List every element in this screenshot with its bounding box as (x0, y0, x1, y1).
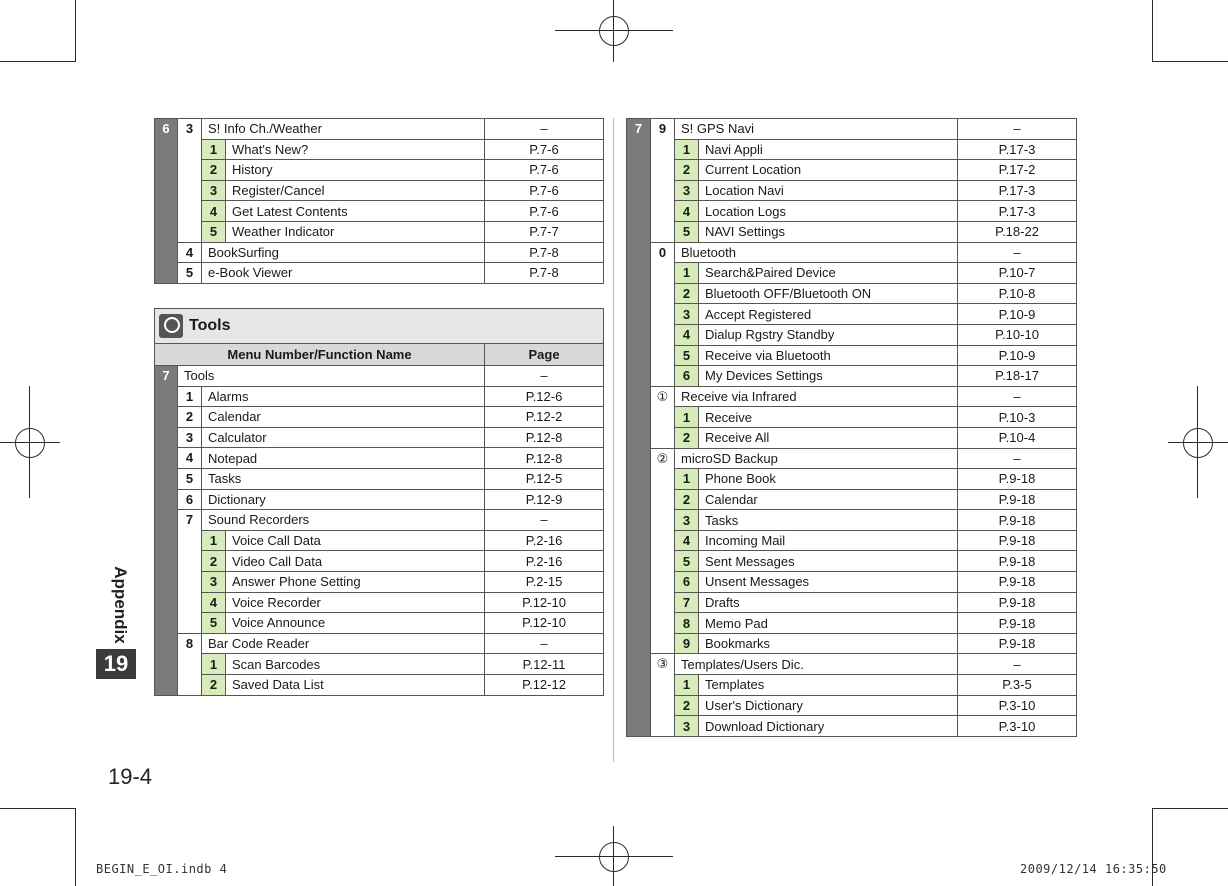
menu-item-name: Calendar (202, 407, 485, 428)
menu-subrow (155, 674, 604, 695)
menu-subrow (155, 551, 604, 572)
menu-level3-number: 4 (675, 530, 699, 551)
menu-subrow (155, 201, 604, 222)
menu-item-page: P.12-8 (485, 427, 604, 448)
menu-subitem-name: Templates (699, 675, 958, 696)
menu-subitem-name: Voice Announce (226, 613, 485, 634)
menu-subitem-name: Weather Indicator (226, 221, 485, 242)
menu-level3-number: 2 (675, 489, 699, 510)
menu-row (155, 263, 604, 284)
section-number-badge: 19 (96, 649, 136, 679)
menu-subitem-page: P.17-3 (958, 201, 1077, 222)
menu-subrow (627, 592, 1077, 613)
menu-level3-number: 1 (675, 139, 699, 160)
menu-level3-number: 1 (202, 139, 226, 160)
menu-subrow (627, 324, 1077, 345)
menu-subitem-name: Bluetooth OFF/Bluetooth ON (699, 283, 958, 304)
menu-subrow (627, 613, 1077, 634)
menu-subrow (627, 366, 1077, 387)
menu-level2-number: 4 (178, 448, 202, 469)
menu-subitem-page: P.9-18 (958, 572, 1077, 593)
menu-item-name: e-Book Viewer (202, 263, 485, 284)
menu-subitem-page: P.3-5 (958, 675, 1077, 696)
menu-item-page: – (485, 510, 604, 531)
menu-subitem-name: Register/Cancel (226, 180, 485, 201)
menu-subitem-page: P.2-16 (485, 551, 604, 572)
menu-subrow (627, 633, 1077, 654)
menu-level3-number: 3 (675, 304, 699, 325)
menu-level2-number: 3 (178, 427, 202, 448)
menu-subrow (627, 489, 1077, 510)
menu-row (155, 386, 604, 407)
menu-subrow (155, 654, 604, 675)
menu-level2-number: 9 (651, 119, 675, 243)
menu-subitem-page: P.3-10 (958, 695, 1077, 716)
menu-item-name: Templates/Users Dic. (675, 654, 958, 675)
menu-subitem-name: Voice Call Data (226, 530, 485, 551)
menu-row (627, 654, 1077, 675)
menu-subrow (155, 613, 604, 634)
menu-subitem-page: P.9-18 (958, 633, 1077, 654)
menu-subitem-page: P.7-6 (485, 180, 604, 201)
menu-subitem-page: P.12-10 (485, 613, 604, 634)
menu-row (155, 448, 604, 469)
menu-subrow (155, 180, 604, 201)
menu-item-page: P.12-2 (485, 407, 604, 428)
menu-level3-number: 3 (675, 510, 699, 531)
menu-subitem-page: P.10-7 (958, 263, 1077, 284)
menu-row (155, 633, 604, 654)
footer-file-info: BEGIN_E_OI.indb 4 (96, 862, 228, 876)
connectivity-menu-table (626, 118, 1077, 737)
menu-level1-number: 6 (155, 119, 178, 284)
menu-subrow (627, 139, 1077, 160)
menu-level3-number: 1 (675, 263, 699, 284)
menu-row (155, 407, 604, 428)
menu-item-page: P.12-6 (485, 386, 604, 407)
menu-row (155, 468, 604, 489)
menu-subrow (627, 263, 1077, 284)
menu-subitem-name: User's Dictionary (699, 695, 958, 716)
menu-subitem-page: P.18-22 (958, 221, 1077, 242)
menu-item-name: Tasks (202, 468, 485, 489)
menu-level2-number: 2 (178, 407, 202, 428)
menu-level3-number: 1 (202, 530, 226, 551)
menu-subrow (627, 695, 1077, 716)
menu-level2-number: 8 (178, 633, 202, 695)
menu-subitem-name: Receive via Bluetooth (699, 345, 958, 366)
menu-level2-number: 7 (178, 510, 202, 634)
menu-level3-number: 5 (675, 345, 699, 366)
menu-subrow (627, 304, 1077, 325)
menu-level2-number: 5 (178, 263, 202, 284)
menu-subitem-name: Scan Barcodes (226, 654, 485, 675)
menu-level2-number: 1 (178, 386, 202, 407)
menu-subrow (627, 221, 1077, 242)
menu-subitem-page: P.7-6 (485, 139, 604, 160)
menu-level3-number: 1 (675, 407, 699, 428)
menu-item-page: P.12-5 (485, 468, 604, 489)
menu-subitem-name: Receive All (699, 427, 958, 448)
menu-subrow (627, 427, 1077, 448)
menu-level3-number: 9 (675, 633, 699, 654)
menu-level3-number: 2 (202, 551, 226, 572)
menu-subitem-page: P.9-18 (958, 489, 1077, 510)
menu-subitem-page: P.2-15 (485, 571, 604, 592)
menu-level3-number: 5 (675, 551, 699, 572)
menu-level3-number: 4 (202, 201, 226, 222)
menu-subitem-page: P.12-12 (485, 674, 604, 695)
menu-level3-number: 3 (675, 180, 699, 201)
menu-row (155, 366, 604, 387)
menu-row (155, 489, 604, 510)
menu-subitem-name: What's New? (226, 139, 485, 160)
menu-row (155, 510, 604, 531)
menu-level3-number: 2 (675, 427, 699, 448)
menu-level2-number: 4 (178, 242, 202, 263)
menu-level3-number: 2 (202, 674, 226, 695)
menu-item-name: Bluetooth (675, 242, 958, 263)
menu-item-page: – (958, 386, 1077, 407)
menu-subrow (627, 180, 1077, 201)
menu-item-page: – (958, 448, 1077, 469)
menu-subrow (155, 221, 604, 242)
tools-header-row (155, 344, 604, 366)
menu-subitem-name: Sent Messages (699, 551, 958, 572)
menu-subrow (627, 407, 1077, 428)
menu-subitem-name: Saved Data List (226, 674, 485, 695)
menu-subitem-page: P.10-3 (958, 407, 1077, 428)
menu-subitem-page: P.12-11 (485, 654, 604, 675)
menu-subrow (627, 530, 1077, 551)
menu-item-page: – (958, 119, 1077, 140)
menu-subitem-name: History (226, 160, 485, 181)
menu-level3-number: 5 (675, 221, 699, 242)
menu-item-name: Calculator (202, 427, 485, 448)
menu-subitem-name: Drafts (699, 592, 958, 613)
menu-level3-number: 3 (202, 571, 226, 592)
menu-subitem-page: P.9-18 (958, 551, 1077, 572)
menu-level3-number: 8 (675, 613, 699, 634)
menu-subitem-name: Phone Book (699, 469, 958, 490)
menu-item-page: – (958, 654, 1077, 675)
center-divider (613, 118, 614, 762)
clock-icon (159, 314, 183, 338)
menu-subrow (155, 139, 604, 160)
menu-item-page: – (485, 366, 604, 387)
menu-subitem-page: P.9-18 (958, 510, 1077, 531)
menu-subitem-name: Download Dictionary (699, 716, 958, 737)
menu-level3-number: 4 (675, 201, 699, 222)
menu-item-name: Bar Code Reader (202, 633, 485, 654)
tools-title: Tools (189, 317, 231, 335)
menu-subitem-page: P.10-4 (958, 427, 1077, 448)
menu-subitem-name: Accept Registered (699, 304, 958, 325)
menu-item-name: Dictionary (202, 489, 485, 510)
menu-level1-number: 7 (627, 119, 651, 737)
menu-level3-number: 4 (675, 324, 699, 345)
menu-level3-number: 4 (202, 592, 226, 613)
menu-item-page: P.7-8 (485, 263, 604, 284)
menu-level3-number: 5 (202, 613, 226, 634)
menu-subrow (155, 530, 604, 551)
menu-item-name: Tools (178, 366, 485, 387)
menu-subitem-page: P.9-18 (958, 613, 1077, 634)
menu-subrow (627, 716, 1077, 737)
menu-item-name: BookSurfing (202, 242, 485, 263)
menu-level3-number: 7 (675, 592, 699, 613)
menu-level2-number: 0 (651, 242, 675, 386)
menu-level3-number: 6 (675, 572, 699, 593)
page-number: 19-4 (108, 764, 153, 789)
menu-subitem-page: P.10-8 (958, 283, 1077, 304)
menu-subitem-name: Calendar (699, 489, 958, 510)
menu-item-name: microSD Backup (675, 448, 958, 469)
menu-subitem-name: Current Location (699, 160, 958, 181)
menu-level1-number: 7 (155, 366, 178, 696)
menu-row (627, 242, 1077, 263)
menu-item-name: Alarms (202, 386, 485, 407)
header-name: Menu Number/Function Name (155, 344, 485, 366)
menu-subitem-page: P.9-18 (958, 469, 1077, 490)
menu-row (155, 242, 604, 263)
menu-subitem-name: Get Latest Contents (226, 201, 485, 222)
menu-subitem-page: P.10-9 (958, 345, 1077, 366)
menu-subrow (627, 201, 1077, 222)
menu-item-page: – (958, 242, 1077, 263)
menu-row (627, 119, 1077, 140)
menu-subitem-page: P.7-7 (485, 221, 604, 242)
menu-subitem-name: Unsent Messages (699, 572, 958, 593)
menu-subrow (627, 469, 1077, 490)
menu-item-name: S! Info Ch./Weather (202, 119, 485, 140)
menu-subitem-name: Dialup Rgstry Standby (699, 324, 958, 345)
menu-subitem-page: P.3-10 (958, 716, 1077, 737)
menu-subrow (627, 345, 1077, 366)
menu-row (155, 119, 604, 140)
menu-item-page: P.12-9 (485, 489, 604, 510)
menu-row (627, 448, 1077, 469)
menu-subitem-page: P.12-10 (485, 592, 604, 613)
menu-subitem-page: P.9-18 (958, 592, 1077, 613)
tools-menu-table (154, 308, 604, 696)
menu-item-name: S! GPS Navi (675, 119, 958, 140)
menu-subitem-name: Bookmarks (699, 633, 958, 654)
menu-subitem-page: P.10-10 (958, 324, 1077, 345)
menu-level3-number: 6 (675, 366, 699, 387)
menu-subrow (627, 510, 1077, 531)
menu-row (155, 427, 604, 448)
menu-level2-number: 5 (178, 468, 202, 489)
menu-level3-number: 2 (202, 160, 226, 181)
menu-item-page: – (485, 119, 604, 140)
menu-subitem-name: My Devices Settings (699, 366, 958, 387)
menu-item-name: Receive via Infrared (675, 386, 958, 407)
menu-subitem-page: P.18-17 (958, 366, 1077, 387)
menu-row (627, 386, 1077, 407)
menu-item-page: P.12-8 (485, 448, 604, 469)
header-page: Page (485, 344, 604, 366)
menu-subitem-page: P.17-3 (958, 180, 1077, 201)
menu-subitem-page: P.2-16 (485, 530, 604, 551)
menu-subitem-name: Navi Appli (699, 139, 958, 160)
menu-subrow (627, 675, 1077, 696)
menu-level3-number: 3 (675, 716, 699, 737)
section-label: Appendix (111, 566, 130, 644)
menu-level2-number: 6 (178, 489, 202, 510)
menu-subitem-name: Memo Pad (699, 613, 958, 634)
menu-item-name: Notepad (202, 448, 485, 469)
menu-subitem-name: Location Logs (699, 201, 958, 222)
menu-subitem-page: P.7-6 (485, 160, 604, 181)
menu-level3-number: 1 (202, 654, 226, 675)
menu-subitem-page: P.9-18 (958, 530, 1077, 551)
menu-subitem-page: P.10-9 (958, 304, 1077, 325)
menu-subrow (155, 571, 604, 592)
menu-level3-number: 2 (675, 283, 699, 304)
menu-subrow (155, 160, 604, 181)
footer-timestamp: 2009/12/14 16:35:50 (1020, 862, 1167, 876)
menu-item-page: P.7-8 (485, 242, 604, 263)
menu-subitem-name: Incoming Mail (699, 530, 958, 551)
menu-subitem-name: Voice Recorder (226, 592, 485, 613)
menu-level2-number: ② (651, 448, 675, 654)
menu-subitem-name: NAVI Settings (699, 221, 958, 242)
menu-subrow (627, 283, 1077, 304)
menu-subrow (627, 160, 1077, 181)
menu-subrow (627, 572, 1077, 593)
menu-subitem-page: P.17-2 (958, 160, 1077, 181)
menu-subrow (155, 592, 604, 613)
menu-subitem-name: Receive (699, 407, 958, 428)
menu-item-page: – (485, 633, 604, 654)
menu-item-name: Sound Recorders (202, 510, 485, 531)
menu-level3-number: 5 (202, 221, 226, 242)
menu-subitem-name: Answer Phone Setting (226, 571, 485, 592)
menu-subitem-name: Video Call Data (226, 551, 485, 572)
menu-subitem-page: P.17-3 (958, 139, 1077, 160)
info-menu-table (154, 118, 604, 284)
menu-subitem-name: Search&Paired Device (699, 263, 958, 284)
menu-subitem-name: Tasks (699, 510, 958, 531)
menu-level3-number: 3 (202, 180, 226, 201)
menu-subitem-page: P.7-6 (485, 201, 604, 222)
tools-title-row (155, 309, 604, 344)
menu-subrow (627, 551, 1077, 572)
menu-level3-number: 1 (675, 469, 699, 490)
menu-level2-number: 3 (178, 119, 202, 243)
menu-subitem-name: Location Navi (699, 180, 958, 201)
menu-level3-number: 1 (675, 675, 699, 696)
menu-level3-number: 2 (675, 160, 699, 181)
menu-level2-number: ③ (651, 654, 675, 736)
menu-level2-number: ① (651, 386, 675, 448)
menu-level3-number: 2 (675, 695, 699, 716)
